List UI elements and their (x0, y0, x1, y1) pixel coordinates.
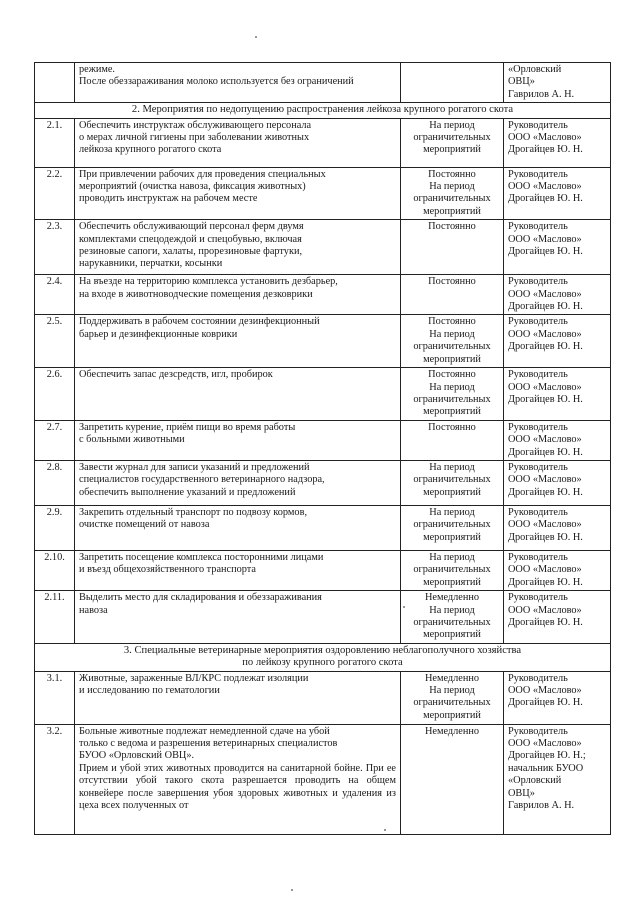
table-row (35, 591, 611, 644)
action-cell (75, 550, 401, 590)
term-cell (401, 315, 504, 368)
responsible-line: ООО «Маслово» (508, 132, 582, 144)
document-page (34, 62, 610, 835)
table-row (35, 368, 611, 421)
responsible-line: ОВЦ» (508, 76, 535, 88)
table-row (35, 420, 611, 460)
term-line: Постоянно (428, 369, 476, 381)
table-row (35, 724, 611, 834)
scan-speck (255, 36, 257, 38)
row-number: 2.11. (35, 591, 75, 644)
term-line: Постоянно (428, 168, 476, 180)
action-cell (75, 118, 401, 167)
term-line: Немедленно (424, 592, 480, 604)
responsible-line: Дрогайцев Ю. Н. (508, 341, 583, 353)
section-title-line: по лейкозу крупного рогатого скота (242, 657, 403, 669)
responsible-cell (504, 315, 611, 368)
action-line: Запретить курение, приём пищи во время работы (79, 421, 296, 433)
responsible-line: ООО «Маслово» (508, 604, 582, 616)
section-row (35, 103, 611, 118)
term-line: мероприятий (423, 353, 481, 365)
responsible-line: Руководитель (508, 551, 568, 563)
responsible-cell (504, 671, 611, 724)
action-line: на входе в животноводческие помещения дезковрики (79, 288, 313, 300)
responsible-line: Дрогайцев Ю. Н. (508, 393, 583, 405)
table-row (35, 550, 611, 590)
term-line: мероприятий (423, 406, 481, 418)
term-line: ограничительных (413, 193, 491, 205)
action-line: лейкоза крупного рогатого скота (79, 144, 222, 156)
term-line: Постоянно (428, 421, 476, 433)
responsible-line: Руководитель (508, 672, 568, 684)
action-cell (75, 671, 401, 724)
responsible-line: Дрогайцев Ю. Н. (508, 144, 583, 156)
table-row (35, 460, 611, 505)
responsible-line: Дрогайцев Ю. Н. (508, 446, 583, 458)
term-line: ограничительных (413, 393, 491, 405)
action-line: Животные, зараженные ВЛ/КРС подлежат изоляции (79, 672, 309, 684)
row-number: 2.1. (35, 118, 75, 167)
term-cell (401, 167, 504, 220)
action-cell (75, 220, 401, 275)
term-line: мероприятий (423, 144, 481, 156)
action-cell (75, 167, 401, 220)
action-line: После обеззараживания молоко используется без ограничений (79, 76, 354, 88)
term-line: На период (429, 461, 475, 473)
action-line: барьер и дезинфекционные коврики (79, 328, 238, 340)
action-line: Закрепить отдельный транспорт по подвозу кормов, (79, 506, 308, 518)
table-row (35, 275, 611, 315)
term-line: ограничительных (413, 474, 491, 486)
term-line: ограничительных (413, 519, 491, 531)
action-cell (75, 63, 401, 103)
responsible-line: Руководитель (508, 592, 568, 604)
row-number: 2.10. (35, 550, 75, 590)
action-line: с больными животными (79, 434, 185, 446)
term-line: На период (429, 685, 475, 696)
row-number: 2.2. (35, 167, 75, 220)
term-line: мероприятий (423, 709, 481, 721)
action-cell (75, 275, 401, 315)
row-number-cell (35, 63, 75, 103)
section-title-line: 2. Мероприятия по недопущению распространения лейкоза крупного рогатого скота (131, 104, 514, 116)
responsible-line: ООО «Маслово» (508, 519, 582, 531)
responsible-line: Руководитель (508, 119, 568, 131)
action-cell (75, 368, 401, 421)
table-row (35, 315, 611, 368)
action-line: Выделить место для складирования и обеззараживания (79, 592, 322, 604)
action-line: очистке помещений от навоза (79, 519, 210, 531)
action-line: режиме. (79, 64, 116, 75)
term-line: мероприятий (423, 531, 481, 543)
responsible-line: «Орловский (508, 64, 562, 75)
table-row (35, 167, 611, 220)
table-row (35, 505, 611, 550)
action-cell (75, 505, 401, 550)
term-line: мероприятий (423, 576, 481, 588)
responsible-cell (504, 220, 611, 275)
row-number: 2.4. (35, 275, 75, 315)
responsible-line: Дрогайцев Ю. Н. (508, 576, 583, 588)
action-line: проводить инструктаж на рабочем месте (79, 193, 258, 205)
action-line: резиновые сапоги, халаты, прорезиновые фартуки, (79, 246, 303, 258)
responsible-line: «Орловский (508, 775, 562, 787)
action-cell (75, 724, 401, 834)
term-cell (401, 118, 504, 167)
table-row (35, 63, 611, 103)
term-cell (401, 63, 504, 103)
responsible-cell (504, 591, 611, 644)
measures-table-body (35, 63, 611, 835)
term-cell (401, 505, 504, 550)
responsible-line: Руководитель (508, 725, 568, 737)
responsible-line: ООО «Маслово» (508, 181, 582, 193)
responsible-line: Дрогайцев Ю. Н. (508, 616, 583, 628)
responsible-line: Руководитель (508, 316, 568, 328)
row-number: 2.3. (35, 220, 75, 275)
action-line: Больные животные подлежат немедленной сдаче на убой (79, 725, 330, 737)
term-cell (401, 550, 504, 590)
table-row (35, 220, 611, 275)
responsible-line: Руководитель (508, 461, 568, 473)
row-number: 3.2. (35, 724, 75, 834)
term-line: На период (429, 604, 475, 616)
responsible-line: Дрогайцев Ю. Н. (508, 246, 583, 258)
responsible-line: Гаврилов А. Н. (508, 88, 575, 100)
responsible-cell (504, 420, 611, 460)
responsible-line: Дрогайцев Ю. Н. (508, 301, 583, 313)
term-line: Постоянно (428, 276, 476, 288)
row-number: 2.5. (35, 315, 75, 368)
responsible-line: Руководитель (508, 276, 568, 288)
term-line: Немедленно (424, 725, 480, 737)
table-row (35, 671, 611, 724)
action-paragraph: Прием и убой этих животных проводится на санитарной бойне. При ее отсутствии убой такого скота разрешается проводить на общем конвейере после завершения убоя здоровых животных и удаления из цеха всех полученных от (79, 762, 396, 812)
responsible-line: ОВЦ» (508, 787, 535, 799)
responsible-cell (504, 275, 611, 315)
responsible-line: Дрогайцев Ю. Н. (508, 193, 583, 205)
term-line: На период (429, 328, 475, 340)
term-cell (401, 368, 504, 421)
action-line: специалистов государственного ветеринарного надзора, (79, 474, 325, 486)
term-line: На период (429, 181, 475, 193)
section-title-line: 3. Специальные ветеринарные мероприятия оздоровлению неблагополучного хозяйства (123, 644, 522, 656)
responsible-line: Руководитель (508, 506, 568, 518)
responsible-line: Дрогайцев Ю. Н.; (508, 750, 586, 762)
action-line: комплектами спецодеждой и спецобувью, включая (79, 233, 302, 245)
term-cell (401, 671, 504, 724)
row-number: 3.1. (35, 671, 75, 724)
measures-table (34, 62, 611, 835)
responsible-line: Руководитель (508, 221, 568, 233)
action-line: БУОО «Орловский ОВЦ». (79, 750, 195, 762)
table-row (35, 118, 611, 167)
responsible-cell (504, 118, 611, 167)
scan-speck (384, 829, 386, 831)
action-line: обеспечить выполнение указаний и предложений (79, 486, 296, 498)
responsible-line: ООО «Маслово» (508, 288, 582, 300)
action-line: На въезде на территорию комплекса установить дезбарьер, (79, 276, 338, 288)
term-line: ограничительных (413, 341, 491, 353)
responsible-line: ООО «Маслово» (508, 233, 582, 245)
action-line: навоза (79, 604, 108, 616)
responsible-line: ООО «Маслово» (508, 474, 582, 486)
responsible-line: Руководитель (508, 421, 568, 433)
term-cell (401, 724, 504, 834)
term-line: На период (429, 506, 475, 518)
responsible-line: Дрогайцев Ю. Н. (508, 697, 583, 709)
action-line: только с ведома и разрешения ветеринарных специалистов (79, 738, 338, 749)
term-line: мероприятий (423, 486, 481, 498)
scan-speck (403, 606, 405, 608)
action-line: Обеспечить запас дезсредств, игл, пробирок (79, 369, 273, 381)
section-row (35, 643, 611, 671)
action-line: нарукавники, перчатки, косынки (79, 258, 223, 270)
action-line: о мерах личной гигиены при заболевании животных (79, 132, 310, 144)
responsible-line: ООО «Маслово» (508, 434, 582, 446)
term-line: мероприятий (423, 205, 481, 217)
term-cell (401, 420, 504, 460)
row-number: 2.9. (35, 505, 75, 550)
term-line: На период (429, 381, 475, 393)
responsible-cell (504, 505, 611, 550)
term-line: ограничительных (413, 697, 491, 709)
responsible-cell (504, 724, 611, 834)
action-cell (75, 315, 401, 368)
action-cell (75, 460, 401, 505)
term-cell (401, 460, 504, 505)
responsible-line: ООО «Маслово» (508, 738, 582, 749)
responsible-cell (504, 63, 611, 103)
action-line: Обеспечить обслуживающий персонал ферм двумя (79, 221, 304, 233)
row-number: 2.7. (35, 420, 75, 460)
action-line: Обеспечить инструктаж обслуживающего персонала (79, 119, 312, 131)
responsible-cell (504, 460, 611, 505)
action-line: При привлечении рабочих для проведения специальных (79, 168, 326, 180)
responsible-line: Руководитель (508, 369, 568, 381)
row-number: 2.8. (35, 460, 75, 505)
term-line: ограничительных (413, 616, 491, 628)
term-line: Немедленно (424, 672, 480, 684)
term-cell (401, 591, 504, 644)
responsible-line: Гаврилов А. Н. (508, 800, 575, 812)
responsible-line: ООО «Маслово» (508, 328, 582, 340)
scan-speck (291, 889, 293, 891)
term-line: мероприятий (423, 629, 481, 641)
responsible-line: ООО «Маслово» (508, 564, 582, 576)
term-line: ограничительных (413, 132, 491, 144)
responsible-line: начальник БУОО (508, 762, 584, 774)
action-line: Завести журнал для записи указаний и предложений (79, 461, 310, 473)
responsible-line: ООО «Маслово» (508, 381, 582, 393)
responsible-line: Дрогайцев Ю. Н. (508, 531, 583, 543)
responsible-line: Руководитель (508, 168, 568, 180)
term-cell (401, 220, 504, 275)
responsible-cell (504, 167, 611, 220)
term-line: На период (429, 551, 475, 563)
action-line: Запретить посещение комплекса посторонними лицами (79, 551, 324, 563)
action-cell (75, 591, 401, 644)
action-line: и исследованию по гематологии (79, 685, 220, 696)
term-cell (401, 275, 504, 315)
section-title (35, 643, 611, 671)
section-title (35, 103, 611, 118)
term-line: На период (429, 119, 475, 131)
action-line: и въезд общехозяйственного транспорта (79, 564, 256, 576)
action-cell (75, 420, 401, 460)
action-line: мероприятий (очистка навоза, фиксация животных) (79, 181, 306, 193)
term-line: Постоянно (428, 221, 476, 233)
term-line: Постоянно (428, 316, 476, 328)
responsible-cell (504, 550, 611, 590)
term-line: ограничительных (413, 564, 491, 576)
responsible-line: Дрогайцев Ю. Н. (508, 486, 583, 498)
row-number: 2.6. (35, 368, 75, 421)
responsible-line: ООО «Маслово» (508, 685, 582, 696)
responsible-cell (504, 368, 611, 421)
action-line: Поддерживать в рабочем состоянии дезинфекционный (79, 316, 320, 328)
